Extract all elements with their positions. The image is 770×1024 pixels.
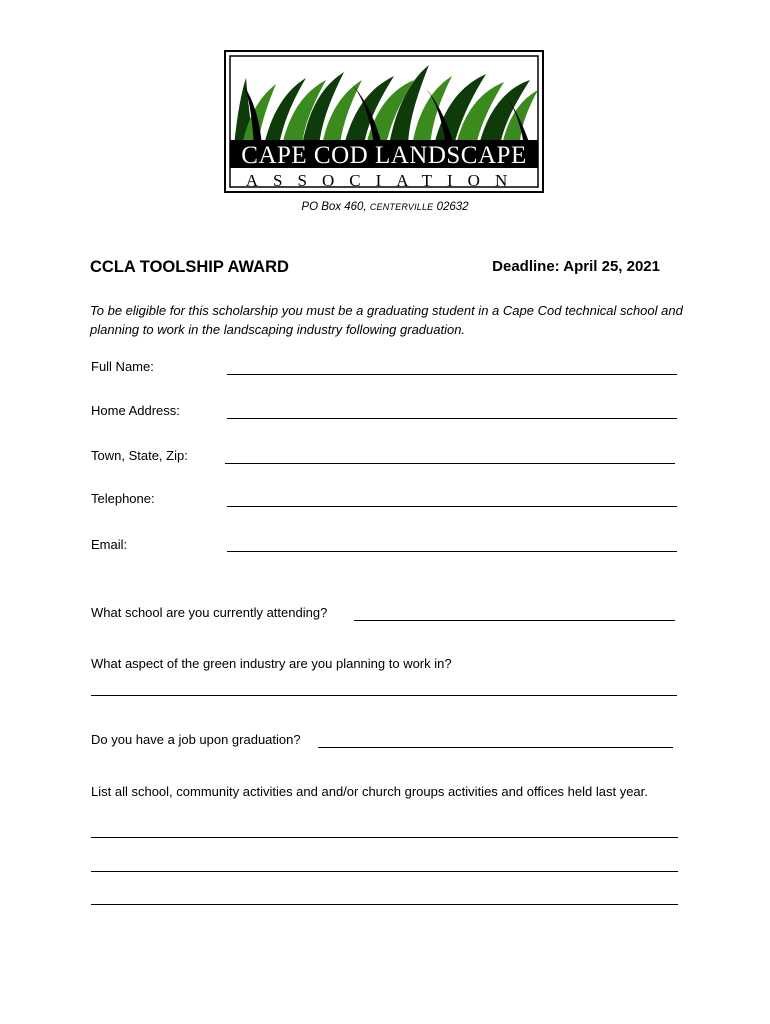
- aspect-question: What aspect of the green industry are you planning to work in?: [91, 656, 452, 671]
- town-state-zip-label: Town, State, Zip:: [91, 448, 188, 463]
- logo-name-line2: ASSOCIATION: [245, 171, 523, 190]
- job-question: Do you have a job upon graduation?: [91, 732, 301, 747]
- telephone-line[interactable]: [227, 506, 677, 507]
- logo-name-line1: CAPE COD LANDSCAPE: [241, 142, 527, 169]
- telephone-label: Telephone:: [91, 491, 155, 506]
- mailing-address: PO Box 460, CENTERVILLE 02632: [301, 201, 469, 213]
- eligibility-text: To be eligible for this scholarship you must be a graduating student in a Cape Cod technical school and planning to work in the landscaping industry following graduation.: [90, 303, 683, 337]
- school-question: What school are you currently attending?: [91, 605, 328, 620]
- full-name-label: Full Name:: [91, 359, 154, 374]
- job-answer-line[interactable]: [318, 747, 673, 748]
- activities-answer-line-2[interactable]: [91, 871, 678, 872]
- cape-cod-landscape-association-logo: [224, 50, 544, 193]
- aspect-answer-line[interactable]: [91, 695, 677, 696]
- email-line[interactable]: [227, 551, 677, 552]
- activities-answer-line-3[interactable]: [91, 904, 678, 905]
- email-label: Email:: [91, 537, 128, 552]
- form-title: CCLA TOOLSHIP AWARD: [90, 258, 289, 276]
- school-answer-line[interactable]: [354, 620, 675, 621]
- home-address-line[interactable]: [227, 418, 677, 419]
- home-address-label: Home Address:: [91, 403, 180, 418]
- activities-question: List all school, community activities and and/or church groups activities and offices held last year.: [91, 784, 648, 799]
- full-name-line[interactable]: [227, 374, 677, 375]
- activities-answer-line-1[interactable]: [91, 837, 678, 838]
- deadline: Deadline: April 25, 2021: [492, 258, 660, 275]
- town-state-zip-line[interactable]: [225, 463, 675, 464]
